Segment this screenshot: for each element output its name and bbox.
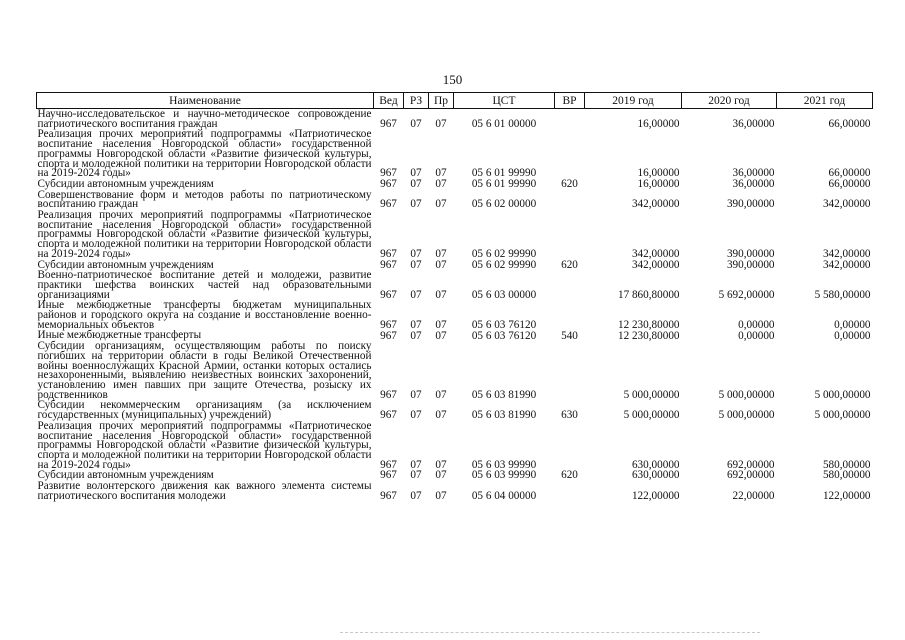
cell-2020: 0,00000 — [738, 329, 775, 342]
cell-cst: 05 6 02 99990 — [471, 247, 537, 260]
cell-vr — [555, 341, 585, 400]
cell-ved: 967 — [380, 258, 397, 271]
cell-pr: 07 — [435, 469, 447, 482]
cell-ved: 967 — [380, 247, 397, 260]
cell-cst: 05 6 02 99990 — [471, 258, 537, 271]
cell-pr: 07 — [435, 458, 447, 471]
cell-2020: 36,00000 — [732, 117, 775, 130]
cell-cst: 05 6 03 00000 — [471, 288, 537, 301]
header-rz: РЗ — [404, 93, 429, 109]
cell-2020: 22,00000 — [732, 489, 775, 502]
table-row — [37, 400, 873, 420]
cell-2021: 5 000,00000 — [814, 388, 871, 401]
cell-ved: 967 — [380, 458, 397, 471]
cell-2019: 342,00000 — [631, 198, 680, 211]
cell-name: Субсидии некоммерческим организациям (за исключением государственных (муниципальных) учреждений) — [37, 399, 372, 422]
cell-cst: 05 6 03 76120 — [471, 329, 537, 342]
cell-2021: 0,00000 — [834, 318, 871, 331]
cell-2020: 692,00000 — [726, 469, 775, 482]
cell-rz: 07 — [410, 388, 422, 401]
cell-vr — [555, 109, 585, 130]
header-vr: ВР — [555, 93, 585, 109]
cell-2019: 17 860,80000 — [617, 288, 680, 301]
cell-2019: 5 000,00000 — [623, 409, 680, 422]
cell-2021: 580,00000 — [822, 458, 871, 471]
table-row — [37, 129, 873, 179]
cell-vr — [555, 270, 585, 300]
cell-2021: 342,00000 — [822, 258, 871, 271]
cell-2019: 16,00000 — [637, 178, 680, 191]
cell-ved: 967 — [380, 469, 397, 482]
cell-ved: 967 — [380, 178, 397, 191]
cell-name: Субсидии автономным учреждениям — [37, 258, 214, 271]
cell-rz: 07 — [410, 409, 422, 422]
cell-2020: 36,00000 — [732, 167, 775, 180]
cell-rz: 07 — [410, 247, 422, 260]
cell-2020: 692,00000 — [726, 458, 775, 471]
cell-cst: 05 6 03 76120 — [471, 318, 537, 331]
table-row — [37, 341, 873, 400]
cell-rz: 07 — [410, 117, 422, 130]
cell-vr — [555, 300, 585, 330]
table-row — [37, 421, 873, 471]
cell-rz: 07 — [410, 318, 422, 331]
cell-ved: 967 — [380, 489, 397, 502]
cell-2020: 0,00000 — [738, 318, 775, 331]
cell-name: Развитие волонтерского движения как важного элемента системы патриотического воспитания молодежи — [37, 480, 372, 502]
cell-2021: 5 580,00000 — [814, 288, 871, 301]
cell-ved: 967 — [380, 388, 397, 401]
cell-2020: 36,00000 — [732, 178, 775, 191]
page-number: 150 — [442, 72, 463, 87]
cell-name: Иные межбюджетные трансферты бюджетам муниципальных районов и городского округа на создание и восстановление военно-мемориальных объектов — [37, 299, 372, 331]
cell-pr: 07 — [435, 258, 447, 271]
cell-pr: 07 — [435, 318, 447, 331]
cell-2021: 122,00000 — [822, 489, 871, 502]
header-2019: 2019 год — [585, 93, 682, 109]
header-cst: ЦСТ — [454, 93, 555, 109]
cell-cst: 05 6 01 00000 — [471, 117, 537, 130]
cell-2020: 390,00000 — [726, 258, 775, 271]
cell-2021: 66,00000 — [828, 167, 871, 180]
cell-vr — [555, 481, 585, 501]
cell-rz: 07 — [410, 288, 422, 301]
cell-ved: 967 — [380, 329, 397, 342]
cell-rz: 07 — [410, 329, 422, 342]
cell-rz: 07 — [410, 258, 422, 271]
cell-ved: 967 — [380, 198, 397, 211]
cell-2019: 5 000,00000 — [623, 388, 680, 401]
table-row — [37, 109, 873, 130]
cell-2021: 580,00000 — [822, 469, 871, 482]
cell-ved: 967 — [380, 409, 397, 422]
cell-cst: 05 6 03 99990 — [471, 469, 537, 482]
cell-name: Реализация прочих мероприятий подпрограммы «Патриотическое воспитание населения Новгородской области» государственной программы Новгородской области «Развитие физической культуры, спорта и молодежной политики на территории Новгородской области на 2019-2024 годы» — [37, 128, 372, 180]
cell-vr — [555, 421, 585, 471]
cell-2019: 12 230,80000 — [617, 329, 680, 342]
cell-2019: 630,00000 — [631, 458, 680, 471]
table-row — [37, 300, 873, 330]
cell-2019: 16,00000 — [637, 167, 680, 180]
cell-vr: 620 — [561, 178, 578, 191]
cell-name: Реализация прочих мероприятий подпрограммы «Патриотическое воспитание населения Новгородской области» государственной программы Новгородской области «Развитие физической культуры, спорта и молодежной политики на территории Новгородской области на 2019-2024 годы» — [37, 419, 372, 471]
scan-artifact-line — [340, 632, 760, 634]
cell-2020: 5 000,00000 — [718, 409, 775, 422]
header-name: Наименование — [37, 93, 374, 109]
cell-2019: 342,00000 — [631, 247, 680, 260]
cell-cst: 05 6 01 99990 — [471, 178, 537, 191]
cell-name: Научно-исследовательское и научно-методическое сопровождение патриотического воспитания граждан — [37, 108, 372, 130]
header-pr: Пр — [429, 93, 454, 109]
cell-rz: 07 — [410, 198, 422, 211]
cell-rz: 07 — [410, 167, 422, 180]
cell-vr: 630 — [561, 409, 578, 422]
cell-2019: 342,00000 — [631, 258, 680, 271]
cell-cst: 05 6 03 99990 — [471, 458, 537, 471]
cell-pr: 07 — [435, 247, 447, 260]
cell-2020: 390,00000 — [726, 198, 775, 211]
cell-pr: 07 — [435, 388, 447, 401]
cell-vr: 620 — [561, 469, 578, 482]
table-header-row — [37, 93, 873, 109]
cell-2020: 5 692,00000 — [718, 288, 775, 301]
header-2021: 2021 год — [777, 93, 873, 109]
cell-rz: 07 — [410, 458, 422, 471]
cell-2020: 5 000,00000 — [718, 388, 775, 401]
cell-name: Субсидии организациям, осуществляющим работы по поиску погибших на территории области в годы Великой Отечественной войны военнослужащих Красной Армии, останки которых остались незахороненными, выявлению неизвестных воинских захоронений, установлению имен павших при защите Отечества, розыску их родственников — [37, 340, 372, 401]
header-ved: Вед — [374, 93, 404, 109]
cell-2021: 66,00000 — [828, 178, 871, 191]
table-row — [37, 210, 873, 260]
table-row — [37, 481, 873, 501]
cell-2021: 0,00000 — [834, 329, 871, 342]
cell-cst: 05 6 02 00000 — [471, 198, 537, 211]
table-body — [37, 109, 873, 502]
cell-rz: 07 — [410, 489, 422, 502]
cell-name: Совершенствование форм и методов работы по патриотическому воспитанию граждан — [37, 188, 372, 211]
cell-pr: 07 — [435, 167, 447, 180]
cell-pr: 07 — [435, 288, 447, 301]
budget-table — [36, 92, 873, 501]
cell-ved: 967 — [380, 318, 397, 331]
cell-vr — [555, 210, 585, 260]
cell-vr — [555, 129, 585, 179]
cell-ved: 967 — [380, 288, 397, 301]
cell-vr: 620 — [561, 258, 578, 271]
cell-cst: 05 6 03 81990 — [471, 409, 537, 422]
cell-ved: 967 — [380, 117, 397, 130]
cell-2019: 12 230,80000 — [617, 318, 680, 331]
cell-name: Субсидии автономным учреждениям — [37, 177, 214, 190]
table-row — [37, 190, 873, 210]
cell-name: Субсидии автономным учреждениям — [37, 469, 214, 482]
cell-name: Военно-патриотическое воспитание детей и молодежи, развитие практики шефства воинских частей над образовательными организациями — [37, 269, 372, 301]
cell-pr: 07 — [435, 198, 447, 211]
cell-2020: 390,00000 — [726, 247, 775, 260]
cell-pr: 07 — [435, 117, 447, 130]
cell-cst: 05 6 04 00000 — [471, 489, 537, 502]
cell-2021: 5 000,00000 — [814, 409, 871, 422]
cell-name: Реализация прочих мероприятий подпрограммы «Патриотическое воспитание населения Новгородской области» государственной программы Новгородской области «Развитие физической культуры, спорта и молодежной политики на территории Новгородской области на 2019-2024 годы» — [37, 209, 372, 260]
cell-cst: 05 6 01 99990 — [471, 167, 537, 180]
cell-2021: 342,00000 — [822, 247, 871, 260]
cell-2019: 630,00000 — [631, 469, 680, 482]
header-2020: 2020 год — [682, 93, 777, 109]
cell-vr — [555, 190, 585, 210]
cell-pr: 07 — [435, 409, 447, 422]
cell-rz: 07 — [410, 469, 422, 482]
cell-2021: 66,00000 — [828, 117, 871, 130]
cell-name: Иные межбюджетные трансферты — [37, 329, 202, 342]
cell-2021: 342,00000 — [822, 198, 871, 211]
cell-pr: 07 — [435, 329, 447, 342]
cell-2019: 16,00000 — [637, 117, 680, 130]
cell-pr: 07 — [435, 178, 447, 191]
table-row — [37, 270, 873, 300]
cell-rz: 07 — [410, 178, 422, 191]
cell-vr: 540 — [561, 329, 578, 342]
cell-cst: 05 6 03 81990 — [471, 388, 537, 401]
cell-2019: 122,00000 — [631, 489, 680, 502]
cell-ved: 967 — [380, 167, 397, 180]
cell-pr: 07 — [435, 489, 447, 502]
